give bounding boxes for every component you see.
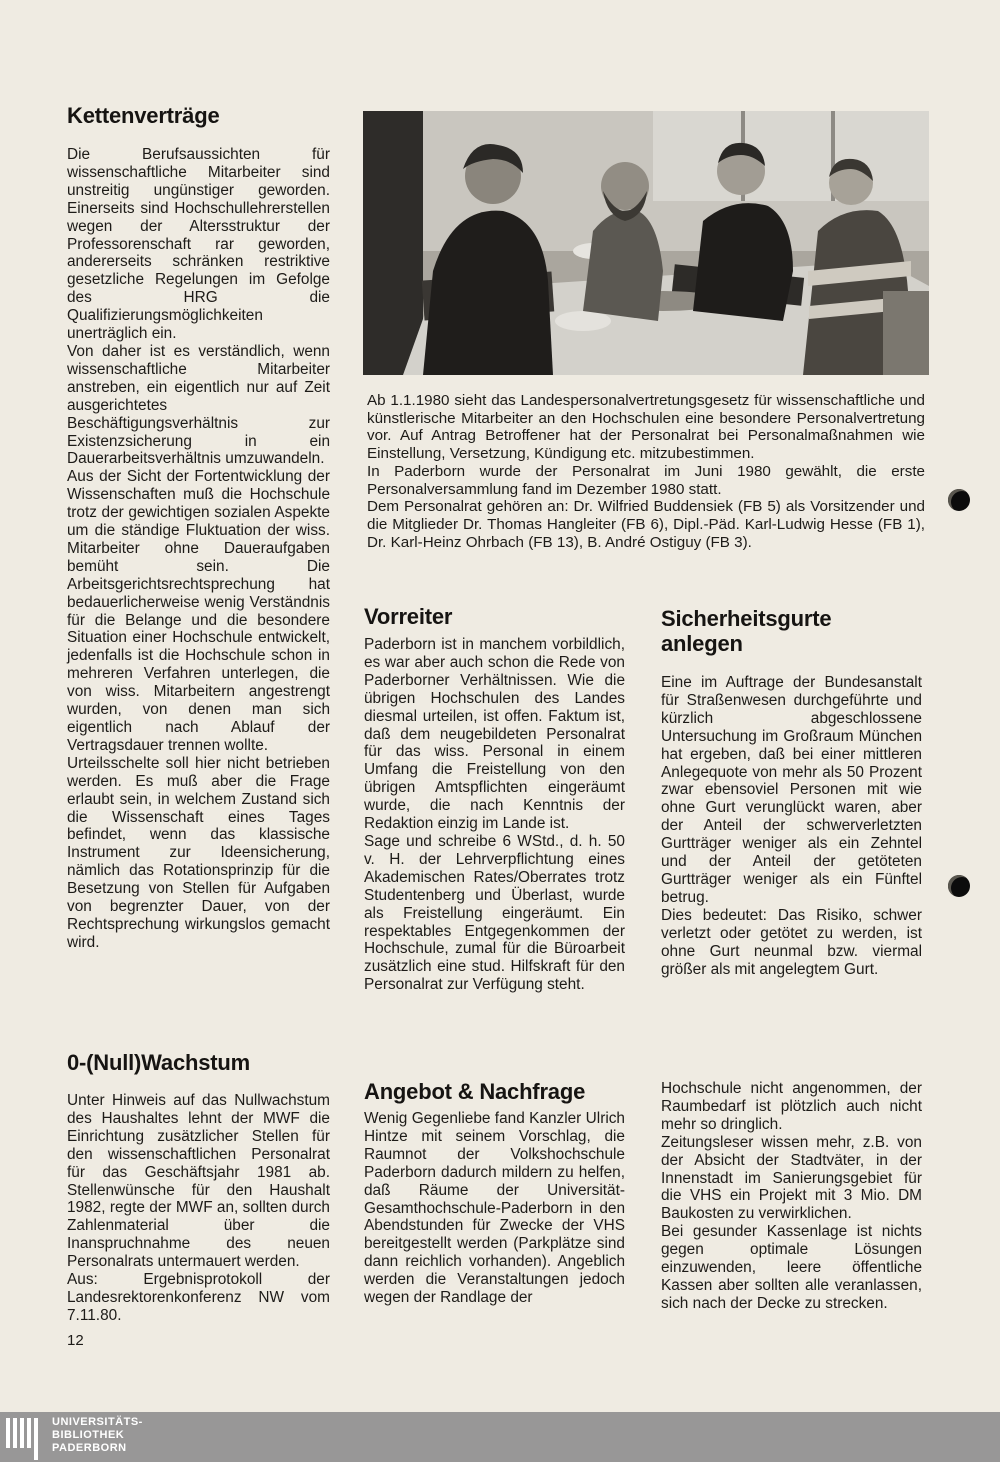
paragraph: Aus der Sicht der Fortentwicklung der Wissenschaften muß die Hochschule trotz der gewichtigen sozialen Aspekte um die ständige Fluktuation der wiss. Mitarbeiter ohne Daueraufgaben bemüht sein. Die Arbeitsgerichtsrechtsprechung hat bedauerlicherweise wenig Verständnis für die Belange und die besondere Situation einer Hochschule entwickelt, jedenfalls ist die Hochschule schon in mehreren Verfahren unterlegen, die von wiss. Mitarbeitern angestrengt wurden, von denen man sich eigentlich nach Ablauf der Vertragsdauer trennen wollte. (67, 468, 330, 754)
library-name-line: BIBLIOTHEK (52, 1429, 125, 1441)
personalrat-photo (363, 111, 929, 375)
heading-nullwachstum: 0-(Null)Wachstum (67, 1050, 250, 1075)
punch-hole (948, 875, 970, 897)
heading-line: Sicherheitsgurte (661, 606, 832, 631)
library-name-line: UNIVERSITÄTS- (52, 1416, 143, 1428)
paragraph: Bei gesunder Kassenlage ist nichts gegen optimale Lösungen einzuwenden, leere öffentliche Kassen aber sollten alle veranlassen, sich nach der Decke zu strecken. (661, 1223, 922, 1312)
article-kettenvertraege (67, 146, 330, 952)
caption-paragraph: Ab 1.1.1980 sieht das Landespersonalvertretungsgesetz für wissenschaftliche und künstlerische Mitarbeiter an den Hochschulen eine besondere Personalvertretung vor. Auf Antrag Betroffener hat der Personalrat bei Personalmaßnahmen wie Einstellung, Versetzung, Kündigung etc. mitzubestimmen. (367, 392, 925, 463)
paragraph: Urteilsschelte soll hier nicht betrieben werden. Es muß aber die Frage erlaubt sein, in welchem Zustand sich die Wissenschaft eines Tages befindet, wenn das klassische Instrument zur Ideensicherung, nämlich das Rotationsprinzip für die Besetzung von Stellen für Aufgaben von begrenzter Dauer, von der Rechtsprechung wirkungslos gemacht wird. (67, 754, 330, 951)
library-footer (0, 1412, 1000, 1462)
heading-sicherheitsgurte (661, 606, 831, 656)
photo-caption (367, 392, 925, 551)
paragraph: Hochschule nicht angenommen, der Raumbedarf ist plötzlich auch nicht mehr so dringlich. (661, 1080, 922, 1133)
heading-line: anlegen (661, 631, 743, 656)
paragraph: Eine im Auftrage der Bundesanstalt für Straßenwesen durchgeführte und kürzlich abgeschlossene Untersuchung im Großraum München hat ergeben, daß bei einer mittleren Anlegequote von mehr als 50 Prozent zwar ebensoviel Personen mit wie ohne Gurt verunglückt waren, aber der Anteil der schwerverletzten Gurtträger weniger als ein Zehntel und der Anteil der getöteten Gurtträger weniger als ein Fünftel betrug. (661, 674, 922, 906)
library-logo-icon (4, 1414, 44, 1460)
caption-paragraph: In Paderborn wurde der Personalrat im Juni 1980 gewählt, die erste Personalversammlung fand im Dezember 1980 statt. (367, 462, 925, 498)
paragraph: Paderborn ist in manchem vorbildlich, es war aber auch schon die Rede von Paderborner Verhältnissen. Wie die übrigen Hochschulen des Landes diesmal urteilen, ist offen. Faktum ist, daß dem neugebildeten Personalrat für das wiss. Personal in einem Umfang die Freistellung von den übrigen Amtspflichten eingeräumt wurde, die nach Kenntnis der Redaktion einzig im Lande ist. (364, 636, 625, 833)
article-angebot-nachfrage (364, 1110, 625, 1307)
paragraph: Von daher ist es verständlich, wenn wissenschaftliche Mitarbeiter anstreben, ein eigentlich nur auf Zeit ausgerichtetes Beschäftigungsverhältnis zur Existenzsicherung in ein Dauerarbeitsverhältnis umzuwandeln. (67, 342, 330, 468)
group-photo-illustration (363, 111, 929, 375)
heading-angebot-nachfrage: Angebot & Nachfrage (364, 1079, 586, 1104)
paragraph: Die Berufsaussichten für wissenschaftliche Mitarbeiter sind unstreitig ungünstiger geworden. Einerseits sind Hochschullehrerstellen wegen der Altersstruktur der Professorenschaft rar geworden, andererseits schränken restriktive gesetzliche Regelungen im Gefolge des HRG die Qualifizierungsmöglichkeiten unerträglich ein. (67, 146, 330, 343)
paragraph: Wenig Gegenliebe fand Kanzler Ulrich Hintze mit seinem Vorschlag, die Raumnot der Volkshochschule Paderborn dadurch mildern zu helfen, daß Räume der Universität-Gesamthochschule-Paderborn in den Abendstunden für Zwecke der VHS bereitgestellt werden (Parkplätze sind dann reichlich vorhanden). Angeblich werden die Veranstaltungen jedoch wegen der Randlage der (364, 1110, 625, 1307)
page-number: 12 (67, 1332, 84, 1349)
library-name (52, 1416, 143, 1455)
heading-kettenvertraege: Kettenverträge (67, 103, 220, 128)
article-sicherheitsgurte (661, 674, 922, 978)
article-nullwachstum (67, 1092, 330, 1325)
library-name-line: PADERBORN (52, 1442, 127, 1454)
article-vorreiter (364, 636, 625, 994)
punch-hole (948, 489, 970, 511)
article-angebot-nachfrage-continuation (661, 1080, 922, 1313)
caption-paragraph: Dem Personalrat gehören an: Dr. Wilfried Buddensiek (FB 5) als Vorsitzender und die Mitglieder Dr. Thomas Hangleiter (FB 6), Dipl.-Päd. Karl-Ludwig Hesse (FB 1), Dr. Karl-Heinz Ohrbach (FB 13), B. André Ostiguy (FB 3). (367, 498, 925, 551)
heading-vorreiter: Vorreiter (364, 604, 453, 629)
paragraph: Aus: Ergebnisprotokoll der Landesrektorenkonferenz NW vom 7.11.80. (67, 1271, 330, 1324)
paragraph: Unter Hinweis auf das Nullwachstum des Haushaltes lehnt der MWF die Einrichtung zusätzlicher Stellen für den wissenschaftlichen Personalrat für das Geschäftsjahr 1981 ab. Stellenwünsche für den Haushalt 1982, regte der MWF an, sollten durch Zahlenmaterial über die Inanspruchnahme des neuen Personalrats untermauert werden. (67, 1092, 330, 1271)
paragraph: Zeitungsleser wissen mehr, z.B. von der Absicht der Stadtväter, in der Innenstadt im Sanierungsgebiet für die VHS ein Projekt mit 3 Mio. DM Baukosten zu verwirklichen. (661, 1133, 922, 1223)
paragraph: Sage und schreibe 6 WStd., d. h. 50 v. H. der Lehrverpflichtung eines Akademischen Rates/Oberrates trotz Studentenberg und Überlast, wurde als Freistellung eingeräumt. Ein respektables Entgegenkommen der Hochschule, zumal für die Büroarbeit zusätzlich eine stud. Hilfskraft für den Personalrat zur Verfügung steht. (364, 832, 625, 994)
paragraph: Dies bedeutet: Das Risiko, schwer verletzt oder getötet zu werden, ist ohne Gurt neunmal bzw. viermal größer als mit angelegtem Gurt. (661, 906, 922, 978)
